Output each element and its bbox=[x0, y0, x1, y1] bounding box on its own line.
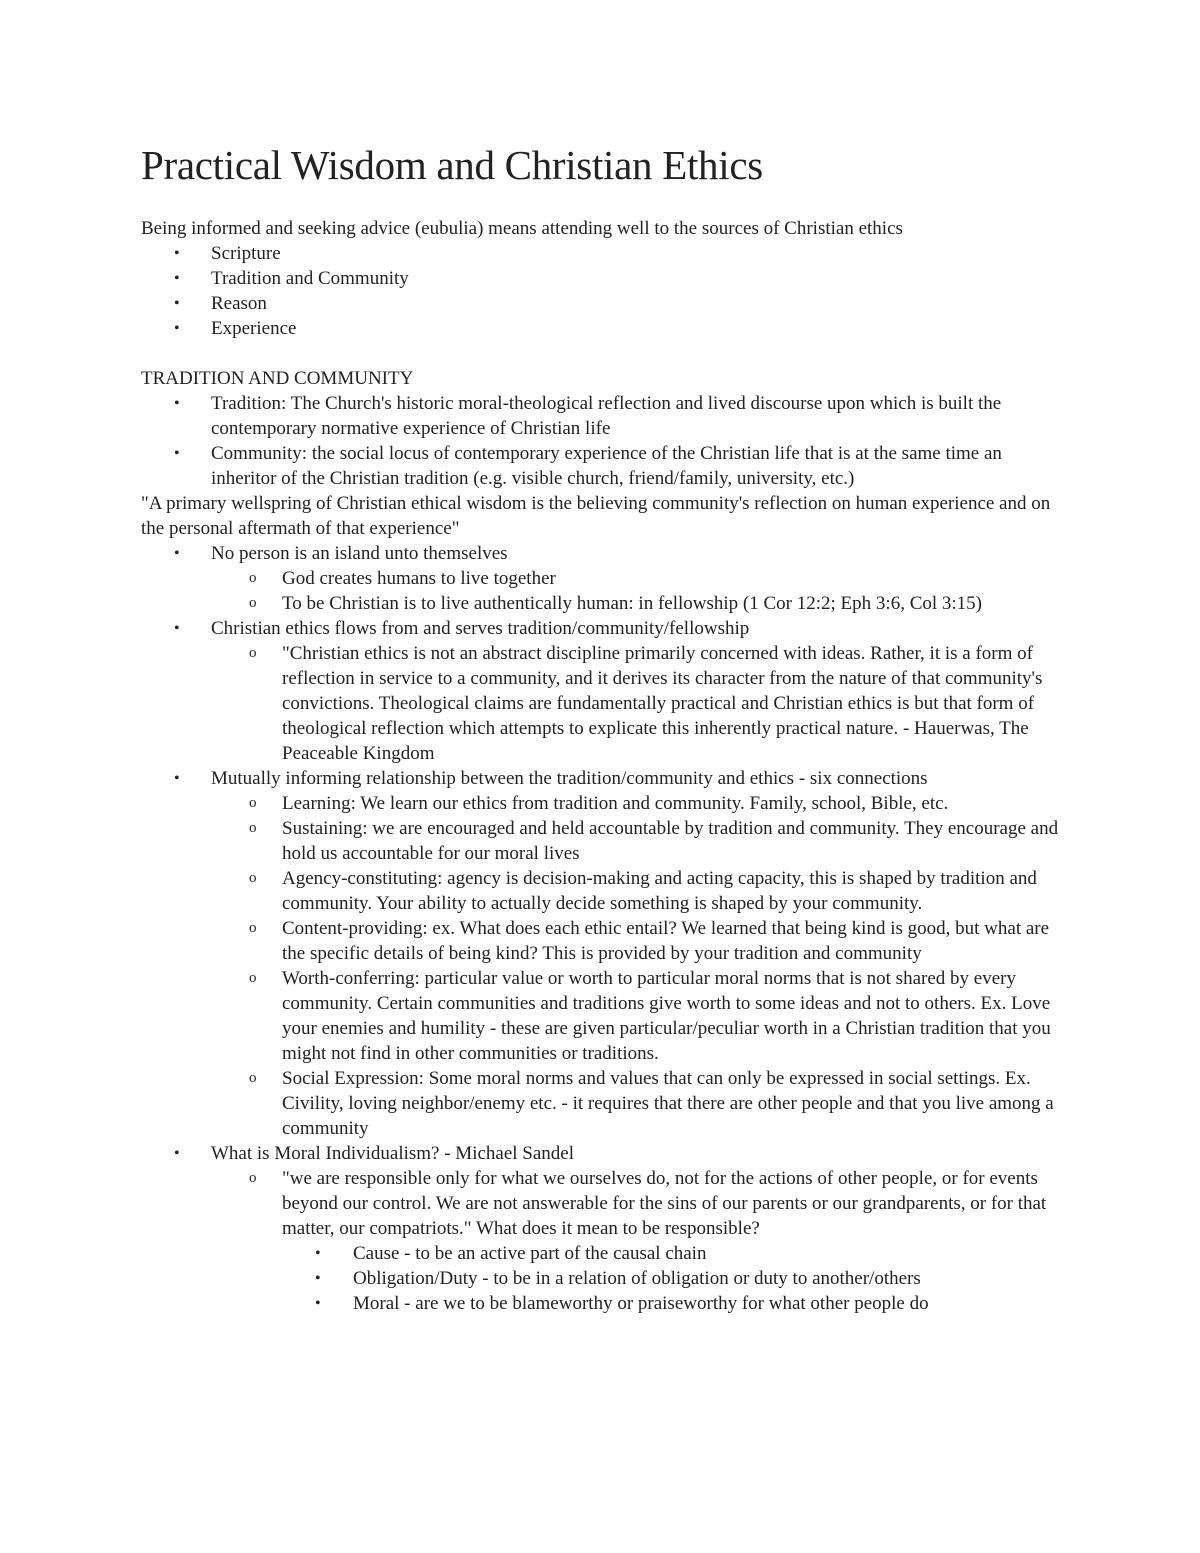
sub-sub-list-item: • Cause - to be an active part of the causal chain bbox=[315, 1243, 707, 1264]
bullet-icon: • bbox=[174, 545, 180, 562]
list-item: • Scripture bbox=[174, 243, 281, 264]
bullet-icon: • bbox=[174, 245, 180, 262]
sub-list-item: o To be Christian is to live authentically human: in fellowship (1 Cor 12:2; Eph 3:6, Col 3:15) bbox=[249, 593, 983, 614]
sub-list-item: o "we are responsible only for what we ourselves do, not for the actions of other people, or for events beyond our control. We are not answerable for the sins of our parents or our grandparents, or for that matter, our compatriots." What does it mean to be responsible? bbox=[249, 1168, 1047, 1239]
bullet-icon: • bbox=[174, 295, 180, 312]
circle-bullet-icon: o bbox=[249, 820, 257, 836]
bullet-icon: • bbox=[174, 320, 180, 337]
circle-bullet-icon: o bbox=[249, 970, 257, 986]
sub-list-item: o Sustaining: we are encouraged and held accountable by tradition and community. They encourage and hold us accountable for our moral lives bbox=[249, 818, 1059, 864]
sub-list-item: o Worth-conferring: particular value or worth to particular moral norms that is not shared by every community. Certain communities and traditions give worth to some ideas and not to others. Ex. Love your enemies and humility - these are given particular/peculiar worth in a Christian tradition that you might not find in other communities or traditions. bbox=[249, 968, 1051, 1064]
list-item: • No person is an island unto themselves bbox=[174, 543, 508, 564]
list-item: • Experience bbox=[174, 318, 297, 339]
sources-list bbox=[141, 241, 1061, 341]
points-list bbox=[141, 541, 1061, 1316]
bullet-icon: • bbox=[315, 1245, 321, 1262]
sub-list-item: o God creates humans to live together bbox=[249, 568, 556, 589]
list-item: • What is Moral Individualism? - Michael Sandel bbox=[174, 1143, 575, 1164]
block-quote: "A primary wellspring of Christian ethical wisdom is the believing community's reflection on human experience and on the personal aftermath of that experience" bbox=[141, 493, 1051, 539]
bullet-icon: • bbox=[315, 1270, 321, 1287]
circle-bullet-icon: o bbox=[249, 645, 257, 661]
bullet-icon: • bbox=[174, 270, 180, 287]
circle-bullet-icon: o bbox=[249, 920, 257, 936]
circle-bullet-icon: o bbox=[249, 1170, 257, 1186]
sub-list-item: o Learning: We learn our ethics from tradition and community. Family, school, Bible, etc. bbox=[249, 793, 949, 814]
circle-bullet-icon: o bbox=[249, 570, 257, 586]
sub-list-item: o Social Expression: Some moral norms and values that can only be expressed in social settings. Ex. Civility, loving neighbor/enemy etc. - it requires that there are other people and that you live among a community bbox=[249, 1068, 1054, 1139]
section-heading: TRADITION AND COMMUNITY bbox=[141, 368, 414, 389]
bullet-icon: • bbox=[174, 445, 180, 462]
list-item: • Tradition and Community bbox=[174, 268, 409, 289]
bullet-icon: • bbox=[174, 770, 180, 787]
sub-list-item: o "Christian ethics is not an abstract discipline primarily concerned with ideas. Rather, it is a form of reflection in service to a community, and it derives its character from the nature of that community's convictions. Theological claims are fundamentally practical and Christian ethics is but that form of theological reflection which attempts to explicate this inherently practical nature. - Hauerwas, The Peaceable Kingdom bbox=[249, 643, 1043, 764]
circle-bullet-icon: o bbox=[249, 595, 257, 611]
list-item: • Tradition: The Church's historic moral-theological reflection and lived discourse upon which is built the contemporary normative experience of Christian life bbox=[174, 393, 1002, 439]
list-item: • Christian ethics flows from and serves tradition/community/fellowship bbox=[174, 618, 750, 639]
list-item: • Community: the social locus of contemporary experience of the Christian life that is at the same time an inheritor of the Christian tradition (e.g. visible church, friend/family, university, etc.) bbox=[174, 443, 1002, 489]
document-title: Practical Wisdom and Christian Ethics bbox=[141, 142, 763, 188]
bullet-icon: • bbox=[315, 1295, 321, 1312]
document-body bbox=[141, 216, 1061, 1316]
circle-bullet-icon: o bbox=[249, 795, 257, 811]
bullet-icon: • bbox=[174, 1145, 180, 1162]
circle-bullet-icon: o bbox=[249, 870, 257, 886]
list-item: • Mutually informing relationship between the tradition/community and ethics - six connections bbox=[174, 768, 928, 789]
list-item: • Reason bbox=[174, 293, 267, 314]
circle-bullet-icon: o bbox=[249, 1070, 257, 1086]
definitions-list bbox=[141, 391, 1061, 491]
sub-sub-list-item: • Moral - are we to be blameworthy or praiseworthy for what other people do bbox=[315, 1293, 929, 1314]
intro-paragraph: Being informed and seeking advice (eubulia) means attending well to the sources of Christian ethics bbox=[141, 218, 903, 239]
sub-list-item: o Agency-constituting: agency is decision-making and acting capacity, this is shaped by tradition and community. Your ability to actually decide something is shaped by your community. bbox=[249, 868, 1037, 914]
bullet-icon: • bbox=[174, 620, 180, 637]
bullet-icon: • bbox=[174, 395, 180, 412]
sub-list-item: o Content-providing: ex. What does each ethic entail? We learned that being kind is good, but what are the specific details of being kind? This is provided by your tradition and community bbox=[249, 918, 1050, 964]
sub-sub-list-item: • Obligation/Duty - to be in a relation of obligation or duty to another/others bbox=[315, 1268, 921, 1289]
